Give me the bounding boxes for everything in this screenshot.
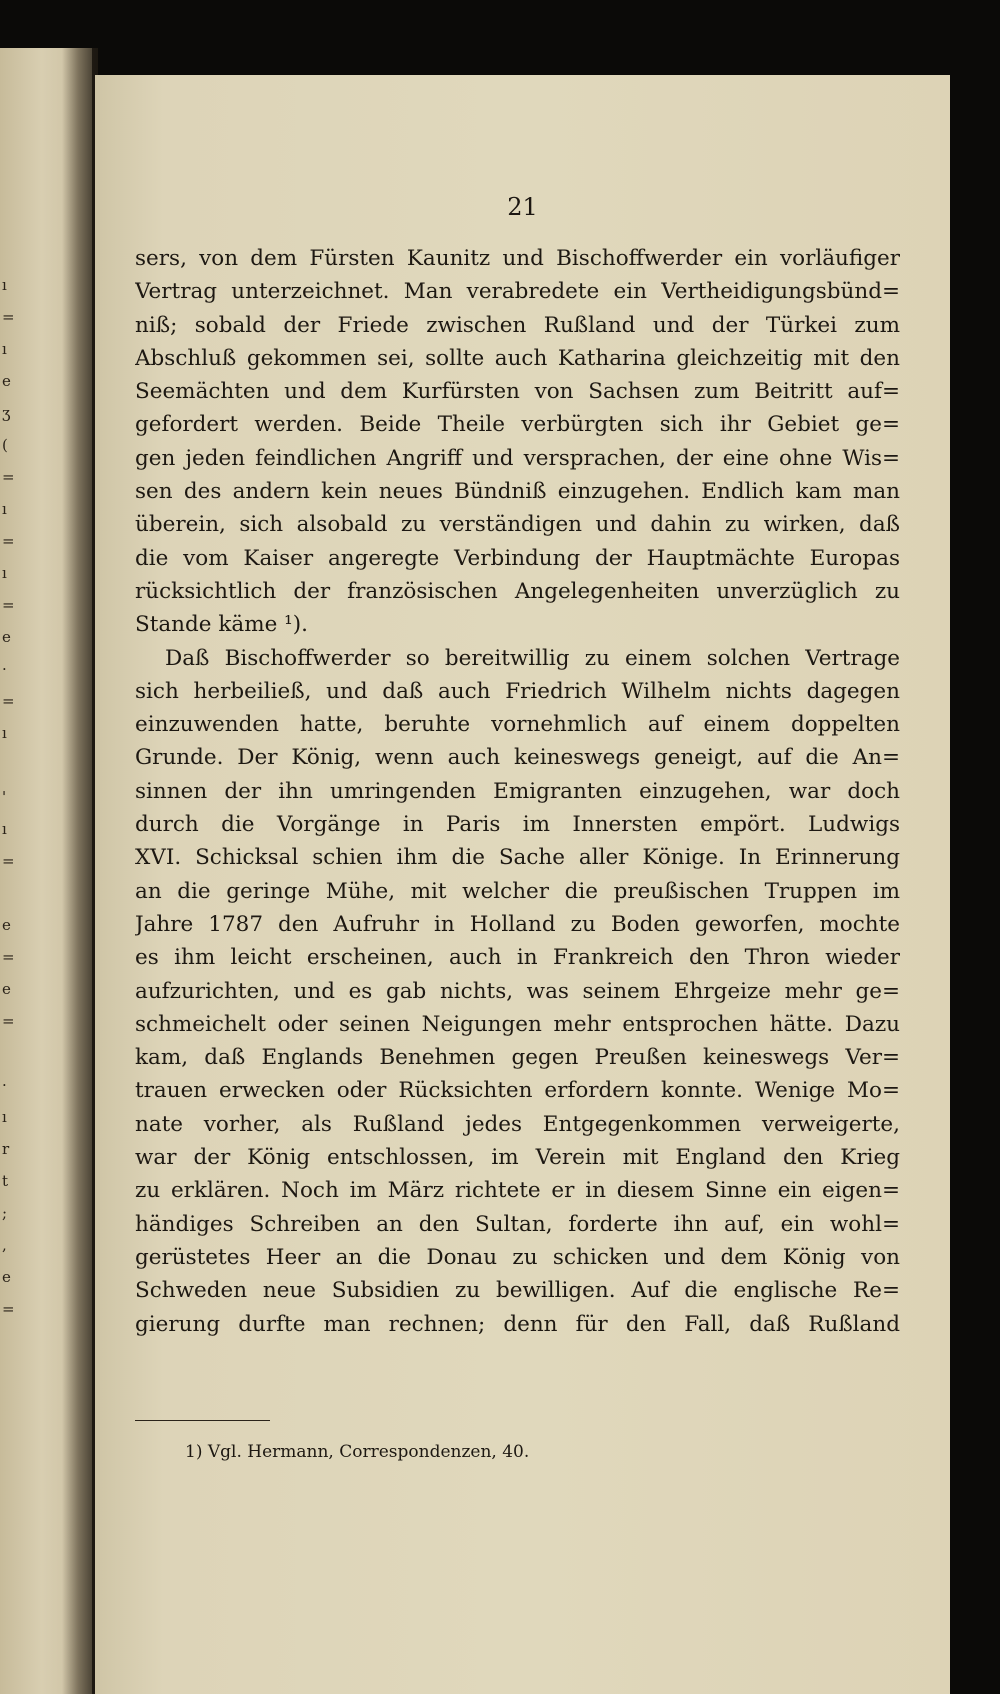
text-line: gefordert werden. Beide Theile verbürgten sich ihr Gebiet ge= xyxy=(135,412,900,438)
text-line: gerüstetes Heer an die Donau zu schicken und dem König von xyxy=(135,1244,900,1270)
text-line: Seemächten und dem Kurfürsten von Sachsen zum Beitritt auf= xyxy=(135,379,900,405)
body-text xyxy=(135,242,900,1341)
text-line: Grunde. Der König, wenn auch keineswegs geneigt, auf die An= xyxy=(135,745,900,771)
facing-page-margin-marks: ı = ı e ʒ ( = ı = ı = e · = ı ' ı = e = e = · ı r t ; , e = xyxy=(2,276,15,1318)
text-line: XVI. Schicksal schien ihm die Sache aller Könige. In Erinnerung xyxy=(135,845,900,871)
text-line: gierung durfte man rechnen; denn für den Fall, daß Rußland xyxy=(135,1311,900,1337)
text-line: an die geringe Mühe, mit welcher die preußischen Truppen im xyxy=(135,878,900,904)
book-page xyxy=(95,75,950,1694)
text-line: die vom Kaiser angeregte Verbindung der Hauptmächte Europas xyxy=(135,545,900,571)
text-line: sinnen der ihn umringenden Emigranten einzugehen, war doch xyxy=(135,778,900,804)
text-line: sich herbeiließ, und daß auch Friedrich Wilhelm nichts dagegen xyxy=(135,678,900,704)
text-line: Daß Bischoffwerder so bereitwillig zu einem solchen Vertrage xyxy=(165,645,900,671)
footnote: 1) Vgl. Hermann, Correspondenzen, 40. xyxy=(185,1442,530,1462)
text-line: Abschluß gekommen sei, sollte auch Katharina gleichzeitig mit den xyxy=(135,345,900,371)
text-line: zu erklären. Noch im März richtete er in diesem Sinne ein eigen= xyxy=(135,1178,900,1204)
text-line: niß; sobald der Friede zwischen Rußland und der Türkei zum xyxy=(135,312,900,338)
text-line: gen jeden feindlichen Angriff und versprachen, der eine ohne Wis= xyxy=(135,445,900,471)
text-line: einzuwenden hatte, beruhte vornehmlich auf einem doppelten xyxy=(135,712,900,738)
text-line: nate vorher, als Rußland jedes Entgegenkommen verweigerte, xyxy=(135,1111,900,1137)
text-line: aufzurichten, und es gab nichts, was seinem Ehrgeize mehr ge= xyxy=(135,978,900,1004)
book-gutter xyxy=(62,48,98,1694)
text-line: kam, daß Englands Benehmen gegen Preußen keineswegs Ver= xyxy=(135,1045,900,1071)
text-line: sen des andern kein neues Bündniß einzugehen. Endlich kam man xyxy=(135,479,900,505)
text-line: schmeichelt oder seinen Neigungen mehr entsprochen hätte. Dazu xyxy=(135,1011,900,1037)
text-line: durch die Vorgänge in Paris im Innersten empört. Ludwigs xyxy=(135,812,900,838)
footnote-separator xyxy=(135,1420,270,1421)
text-line: Stande käme ¹). xyxy=(135,612,308,638)
text-line: trauen erwecken oder Rücksichten erfordern konnte. Wenige Mo= xyxy=(135,1078,900,1104)
text-line: sers, von dem Fürsten Kaunitz und Bischoffwerder ein vorläufiger xyxy=(135,246,900,271)
text-line: war der König entschlossen, im Verein mit England den Krieg xyxy=(135,1145,900,1171)
text-line: händiges Schreiben an den Sultan, forderte ihn auf, ein wohl= xyxy=(135,1211,900,1237)
text-line: überein, sich alsobald zu verständigen und dahin zu wirken, daß xyxy=(135,512,900,538)
text-line: rücksichtlich der französischen Angelegenheiten unverzüglich zu xyxy=(135,578,900,604)
text-line: Vertrag unterzeichnet. Man verabredete ein Vertheidigungsbünd= xyxy=(135,279,900,305)
page-number: 21 xyxy=(507,193,538,221)
text-line: Schweden neue Subsidien zu bewilligen. Auf die englische Re= xyxy=(135,1278,900,1304)
text-line: es ihm leicht erscheinen, auch in Frankreich den Thron wieder xyxy=(135,945,900,971)
text-line: Jahre 1787 den Aufruhr in Holland zu Boden geworfen, mochte xyxy=(135,911,900,937)
